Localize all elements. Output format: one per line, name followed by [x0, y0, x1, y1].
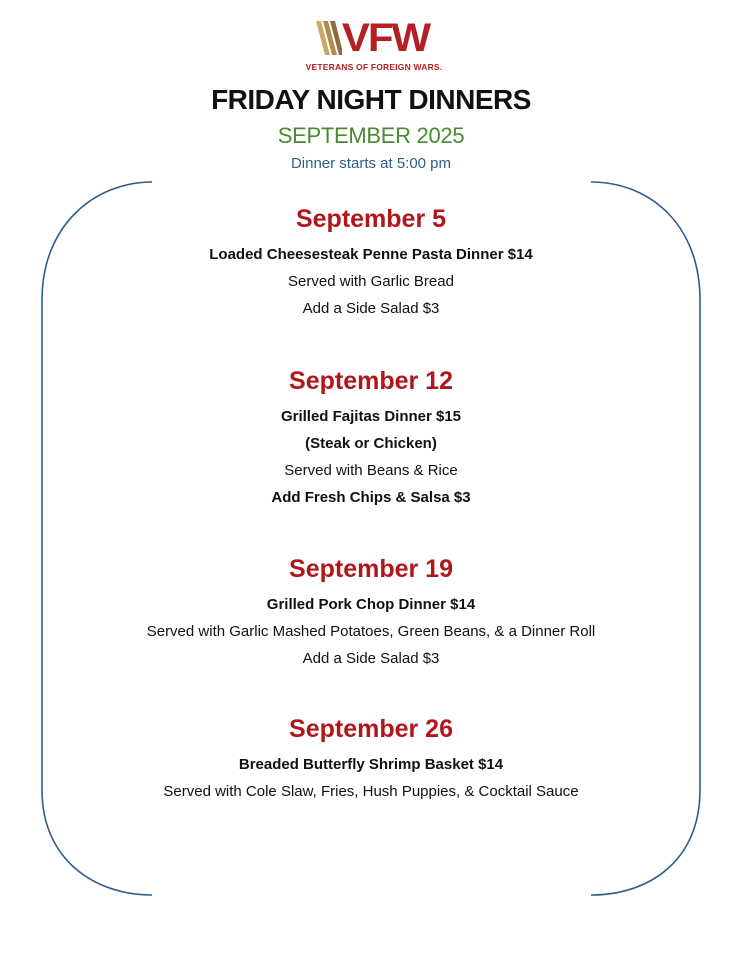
dinner-detail: Served with Garlic Bread	[288, 273, 454, 290]
start-time: Dinner starts at 5:00 pm	[290, 155, 452, 172]
dinner-date: September 26	[289, 715, 453, 743]
dinner-detail: Served with Cole Slaw, Fries, Hush Puppies, & Cocktail Sauce	[163, 783, 579, 800]
dinner-section	[0, 203, 742, 322]
dinner-addon: Add a Side Salad $3	[302, 300, 440, 317]
dinner-addon: Add Fresh Chips & Salsa $3	[271, 489, 471, 506]
dinner-detail: Served with Beans & Rice	[284, 462, 458, 479]
logo-subtitle: VETERANS OF FOREIGN WARS.	[305, 62, 443, 72]
dinner-section	[0, 713, 742, 805]
dinner-main: Grilled Pork Chop Dinner $14	[266, 596, 476, 613]
dinner-section	[0, 365, 742, 511]
dinner-addon: Add a Side Salad $3	[302, 650, 440, 667]
month-heading: SEPTEMBER 2025	[277, 123, 465, 148]
page-title: FRIDAY NIGHT DINNERS	[211, 84, 531, 115]
dinner-main: Loaded Cheesesteak Penne Pasta Dinner $14	[209, 246, 533, 263]
dinner-section	[0, 553, 742, 672]
dinner-main: Grilled Fajitas Dinner $15	[280, 408, 462, 425]
logo-text: VFW	[341, 16, 429, 60]
dinner-date: September 19	[289, 555, 453, 583]
dinner-detail: Served with Garlic Mashed Potatoes, Green Beans, & a Dinner Roll	[146, 623, 596, 640]
dinner-date: September 12	[289, 367, 453, 395]
dinner-option: (Steak or Chicken)	[305, 435, 437, 452]
dinner-main: Breaded Butterfly Shrimp Basket $14	[238, 756, 504, 773]
dinner-date: September 5	[295, 205, 447, 233]
